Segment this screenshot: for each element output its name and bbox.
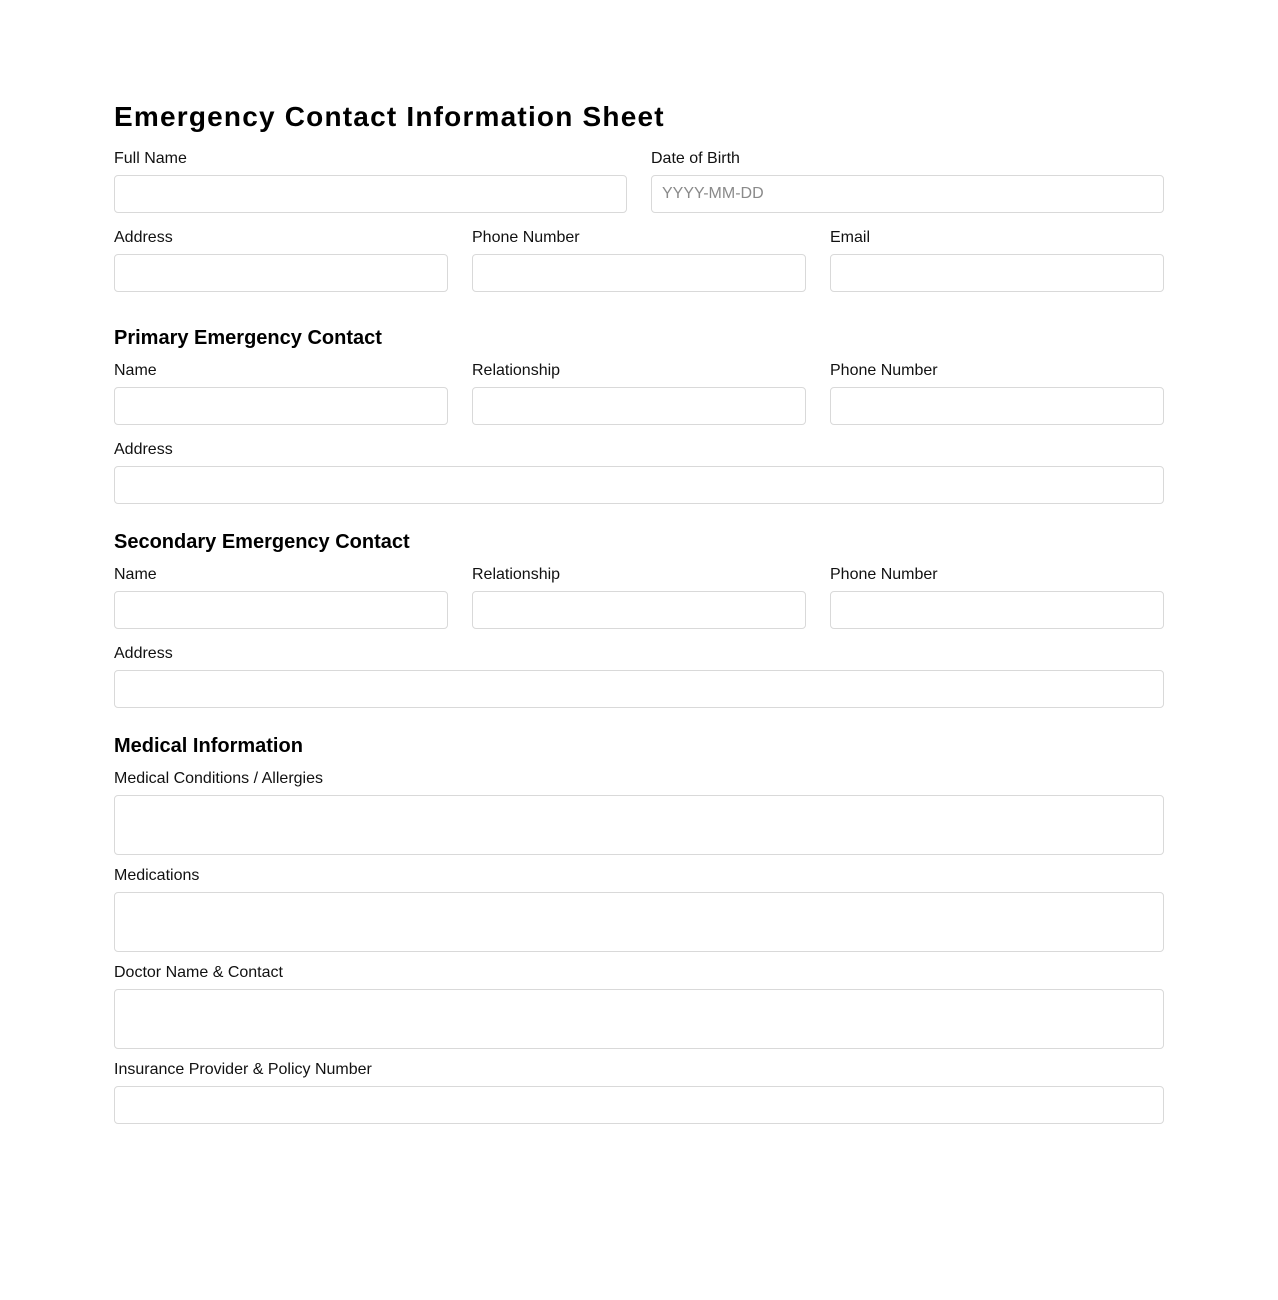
medications-field <box>114 867 1164 952</box>
secondary-name-field <box>114 566 448 629</box>
medical-conditions-label: Medical Conditions / Allergies <box>114 770 323 787</box>
doctor-field <box>114 964 1164 1049</box>
address-input[interactable] <box>114 254 448 292</box>
medical-conditions-row <box>114 770 1164 855</box>
full-name-label: Full Name <box>114 150 187 167</box>
primary-relationship-field <box>472 362 806 425</box>
medications-textarea[interactable] <box>114 892 1164 952</box>
emergency-contact-form <box>114 100 1164 1136</box>
phone-label: Phone Number <box>472 229 580 246</box>
phone-field <box>472 229 806 292</box>
primary-relationship-input[interactable] <box>472 387 806 425</box>
secondary-address-row <box>114 645 1164 708</box>
secondary-phone-label: Phone Number <box>830 566 938 583</box>
primary-address-field <box>114 441 1164 504</box>
personal-row-1 <box>114 150 1164 213</box>
secondary-address-input[interactable] <box>114 670 1164 708</box>
insurance-input[interactable] <box>114 1086 1164 1124</box>
secondary-address-label: Address <box>114 645 173 662</box>
doctor-textarea[interactable] <box>114 989 1164 1049</box>
secondary-name-input[interactable] <box>114 591 448 629</box>
dob-label: Date of Birth <box>651 150 740 167</box>
dob-field <box>651 150 1164 213</box>
medical-conditions-field <box>114 770 1164 855</box>
secondary-address-field <box>114 645 1164 708</box>
primary-address-label: Address <box>114 441 173 458</box>
primary-name-label: Name <box>114 362 157 379</box>
secondary-relationship-label: Relationship <box>472 566 561 583</box>
secondary-name-label: Name <box>114 566 157 583</box>
doctor-label: Doctor Name & Contact <box>114 964 283 981</box>
secondary-contact-heading: Secondary Emergency Contact <box>114 531 410 553</box>
full-name-input[interactable] <box>114 175 627 213</box>
secondary-relationship-input[interactable] <box>472 591 806 629</box>
secondary-relationship-field <box>472 566 806 629</box>
primary-address-input[interactable] <box>114 466 1164 504</box>
insurance-label: Insurance Provider & Policy Number <box>114 1061 372 1078</box>
medications-label: Medications <box>114 867 200 884</box>
address-field <box>114 229 448 292</box>
secondary-phone-input[interactable] <box>830 591 1164 629</box>
doctor-row <box>114 964 1164 1049</box>
address-label: Address <box>114 229 173 246</box>
full-name-field <box>114 150 627 213</box>
email-input[interactable] <box>830 254 1164 292</box>
primary-name-input[interactable] <box>114 387 448 425</box>
primary-name-field <box>114 362 448 425</box>
dob-input[interactable] <box>651 175 1164 213</box>
insurance-field <box>114 1061 1164 1124</box>
email-field <box>830 229 1164 292</box>
medications-row <box>114 867 1164 952</box>
medical-conditions-textarea[interactable] <box>114 795 1164 855</box>
personal-row-2 <box>114 229 1164 292</box>
secondary-phone-field <box>830 566 1164 629</box>
secondary-contact-row <box>114 566 1164 629</box>
primary-relationship-label: Relationship <box>472 362 561 379</box>
medical-info-heading: Medical Information <box>114 735 303 757</box>
primary-address-row <box>114 441 1164 504</box>
medical-section <box>114 770 1164 1124</box>
email-label: Email <box>830 229 871 246</box>
primary-phone-field <box>830 362 1164 425</box>
primary-contact-heading: Primary Emergency Contact <box>114 327 382 349</box>
phone-input[interactable] <box>472 254 806 292</box>
primary-contact-row <box>114 362 1164 425</box>
primary-phone-input[interactable] <box>830 387 1164 425</box>
page-title: Emergency Contact Information Sheet <box>114 101 665 132</box>
insurance-row <box>114 1061 1164 1124</box>
primary-phone-label: Phone Number <box>830 362 938 379</box>
